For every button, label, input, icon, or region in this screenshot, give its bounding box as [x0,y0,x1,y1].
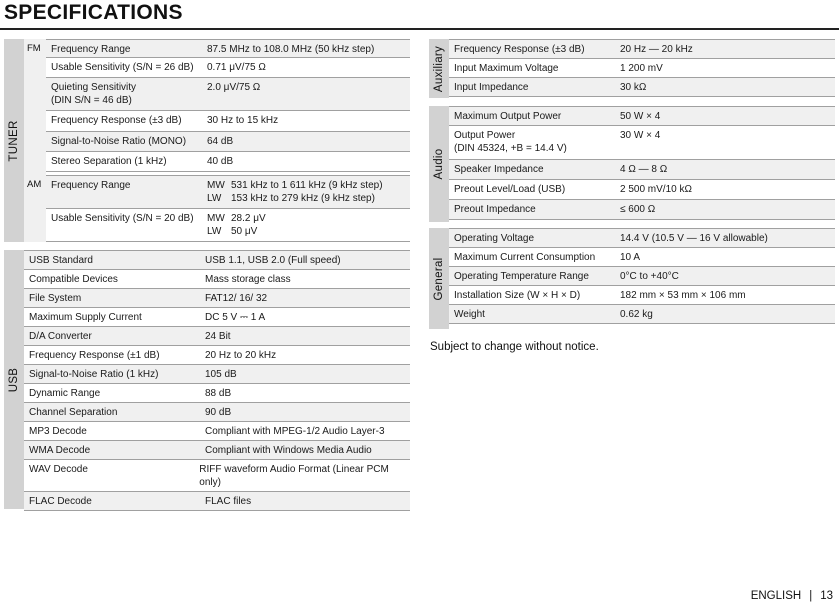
spec-label-line: MP3 Decode [29,426,87,437]
band-label: MW [207,180,225,191]
spec-label [449,229,616,247]
general-section [429,228,835,329]
spec-value: 40 dB [207,156,234,167]
spec-label-line: Input Maximum Voltage [454,63,559,74]
spec-label [449,200,616,219]
spec-label-line: (DIN S/N = 46 dB) [51,95,132,106]
spec-row [46,152,410,172]
spec-value: 30 Hz to 15 kHz [207,115,279,126]
spec-label [449,40,616,58]
general-label: General [433,256,445,301]
spec-label [46,132,203,151]
spec-value: 2.0 μV/75 Ω [207,82,261,93]
band-value: 50 μV [231,226,258,237]
spec-label-line: Preout Impedance [454,204,536,215]
spec-value: 50 W × 4 [620,111,661,122]
spec-label [24,365,201,383]
spec-label-line: Output Power [454,130,516,141]
spec-value: 2 500 mV/10 kΩ [620,184,692,195]
spec-row [449,286,835,305]
spec-label [24,460,195,491]
spec-row [24,346,410,365]
spec-value: 20 Hz — 20 kHz [620,44,693,55]
auxiliary-section [429,39,835,98]
band-label: LW [207,193,222,204]
spec-label [46,152,203,171]
band-value: 28.2 μV [231,213,266,224]
tuner-label: TUNER [8,119,20,162]
spec-row [46,78,410,111]
spec-label [46,58,203,77]
spec-label-line: Signal-to-Noise Ratio (1 kHz) [29,369,159,380]
spec-label-line: Compatible Devices [29,274,118,285]
spec-row [46,39,410,58]
spec-row [24,289,410,308]
band-label: LW [207,226,222,237]
spec-label [449,160,616,179]
fm-rows [46,39,410,175]
spec-row [46,58,410,78]
audio-rows [449,106,835,222]
spec-label [24,346,201,364]
audio-side-label [429,106,449,222]
am-label: AM [24,175,46,242]
spec-label-line: USB Standard [29,255,93,266]
spec-value: 0.62 kg [620,309,653,320]
tuner-section [4,39,410,242]
usb-label: USB [8,367,20,392]
spec-row [24,384,410,403]
spec-row [449,248,835,267]
spec-row [24,327,410,346]
spec-row [46,132,410,152]
spec-row [24,250,410,270]
spec-value: Mass storage class [205,274,291,285]
spec-label-line: Quieting Sensitivity [51,82,137,93]
auxiliary-label: Auxiliary [433,45,445,92]
spec-value: Compliant with MPEG-1/2 Audio Layer-3 [205,426,385,437]
spec-value: 1 200 mV [620,63,663,74]
spec-label-line: WAV Decode [29,464,88,475]
spec-value: 30 kΩ [620,82,647,93]
spec-row [449,200,835,220]
spec-label-line: Channel Separation [29,407,118,418]
spec-label [24,403,201,421]
spec-label [24,308,201,326]
spec-label-line: D/A Converter [29,331,92,342]
spec-label-line: Frequency Range [51,44,131,55]
spec-label [46,78,203,110]
spec-value-line [207,192,383,205]
spec-label-line: Signal-to-Noise Ratio (MONO) [51,136,187,147]
spec-value: FAT12/ 16/ 32 [205,293,268,304]
band-value: 531 kHz to 1 611 kHz (9 kHz step) [231,180,383,191]
spec-row [449,126,835,160]
general-rows [449,228,835,329]
spec-value: 0°C to +40°C [620,271,679,282]
footer-separator: | [809,590,813,602]
spec-value: 64 dB [207,136,234,147]
spec-label-line: Speaker Impedance [454,164,544,175]
band-value: 153 kHz to 279 kHz (9 kHz step) [231,193,375,204]
spec-value: 105 dB [205,369,237,380]
spec-label [24,327,201,345]
spec-label-line: Frequency Response (±3 dB) [51,115,182,126]
spec-label-line: Stereo Separation (1 kHz) [51,156,167,167]
spec-label [449,107,616,125]
spec-value: 20 Hz to 20 kHz [205,350,277,361]
audio-section [429,106,835,222]
auxiliary-rows [449,39,835,98]
spec-row [449,228,835,248]
spec-row [449,267,835,286]
spec-label [449,267,616,285]
spec-value: Compliant with Windows Media Audio [205,445,372,456]
spec-row [24,422,410,441]
spec-label-line: Weight [454,309,485,320]
spec-row [24,308,410,327]
spec-label [449,59,616,77]
auxiliary-side-label [429,39,449,98]
spec-label [46,40,203,57]
footer-language: ENGLISH [750,590,802,602]
spec-row [46,175,410,209]
spec-label-line: Maximum Supply Current [29,312,142,323]
spec-label [24,441,201,459]
spec-label [24,384,201,402]
spec-row [24,365,410,384]
usb-side-label [4,250,24,509]
spec-value: 90 dB [205,407,232,418]
spec-label [449,180,616,199]
spec-label-line: Maximum Output Power [454,111,562,122]
spec-value [203,176,387,208]
title-rule [0,28,839,30]
spec-label [24,422,201,440]
spec-label [24,251,201,269]
spec-label-line: Dynamic Range [29,388,101,399]
am-group [24,175,410,242]
footer-page-number: 13 [820,590,833,602]
spec-label-line: Operating Voltage [454,233,535,244]
spec-value: 4 Ω — 8 Ω [620,164,668,175]
spec-label [449,286,616,304]
spec-label-line: Usable Sensitivity (S/N = 26 dB) [51,62,194,73]
spec-label [46,111,203,131]
spec-label-line: File System [29,293,82,304]
spec-row [46,209,410,242]
spec-row [449,59,835,78]
spec-value: 24 Bit [205,331,231,342]
spec-value: 14.4 V (10.5 V — 16 V allowable) [620,233,768,244]
spec-value [203,209,270,241]
spec-value: DC 5 V ⎓ 1 A [205,312,266,323]
spec-label: Frequency Range [51,180,131,191]
spec-row [449,305,835,324]
spec-row [24,270,410,289]
fm-group [24,39,410,175]
usb-rows [24,250,410,511]
spec-label-line: Input Impedance [454,82,529,93]
spec-value: 182 mm × 53 mm × 106 mm [620,290,746,301]
spec-label-line: Frequency Response (±1 dB) [29,350,160,361]
spec-value: 30 W × 4 [620,130,661,141]
spec-value: 88 dB [205,388,232,399]
spec-label: Usable Sensitivity (S/N = 20 dB) [51,213,194,224]
spec-row [24,460,410,492]
tuner-side-label [4,39,24,242]
spec-value-line [207,225,266,238]
spec-label [449,248,616,266]
spec-label [449,126,616,159]
spec-row [449,39,835,59]
disclaimer-note: Subject to change without notice. [430,341,599,353]
spec-row [449,106,835,126]
spec-label [24,289,201,307]
spec-row [24,492,410,511]
spec-row [449,78,835,97]
page-title: SPECIFICATIONS [4,1,183,24]
spec-value: USB 1.1, USB 2.0 (Full speed) [205,255,341,266]
spec-label [449,305,616,323]
band-label: MW [207,213,225,224]
fm-label: FM [24,39,46,175]
page-footer [751,590,833,602]
spec-label-line: FLAC Decode [29,496,92,507]
spec-row [24,403,410,422]
spec-label [24,270,201,288]
spec-label-line: Operating Temperature Range [454,271,589,282]
spec-row [24,441,410,460]
spec-label-line: Maximum Current Consumption [454,252,596,263]
spec-row [449,180,835,200]
spec-value: 0.71 μV/75 Ω [207,62,266,73]
spec-label-line: (DIN 45324, +B = 14.4 V) [454,143,567,154]
audio-label: Audio [433,148,445,180]
spec-row [449,160,835,180]
spec-label-line: Installation Size (W × H × D) [454,290,581,301]
spec-label [449,78,616,96]
spec-label-line: Preout Level/Load (USB) [454,184,566,195]
spec-value: RIFF waveform Audio Format (Linear PCM only) [199,464,389,488]
spec-label-line: WMA Decode [29,445,91,456]
am-rows [46,175,410,242]
usb-section [4,250,410,511]
spec-value: ≤ 600 Ω [620,204,656,215]
spec-value: FLAC files [205,496,252,507]
spec-label-line: Frequency Response (±3 dB) [454,44,585,55]
general-side-label [429,228,449,329]
spec-row [46,111,410,132]
spec-label [24,492,201,510]
spec-value-line [207,212,266,225]
spec-value-line [207,179,383,192]
spec-value: 87.5 MHz to 108.0 MHz (50 kHz step) [207,44,375,55]
spec-value: 10 A [620,252,641,263]
